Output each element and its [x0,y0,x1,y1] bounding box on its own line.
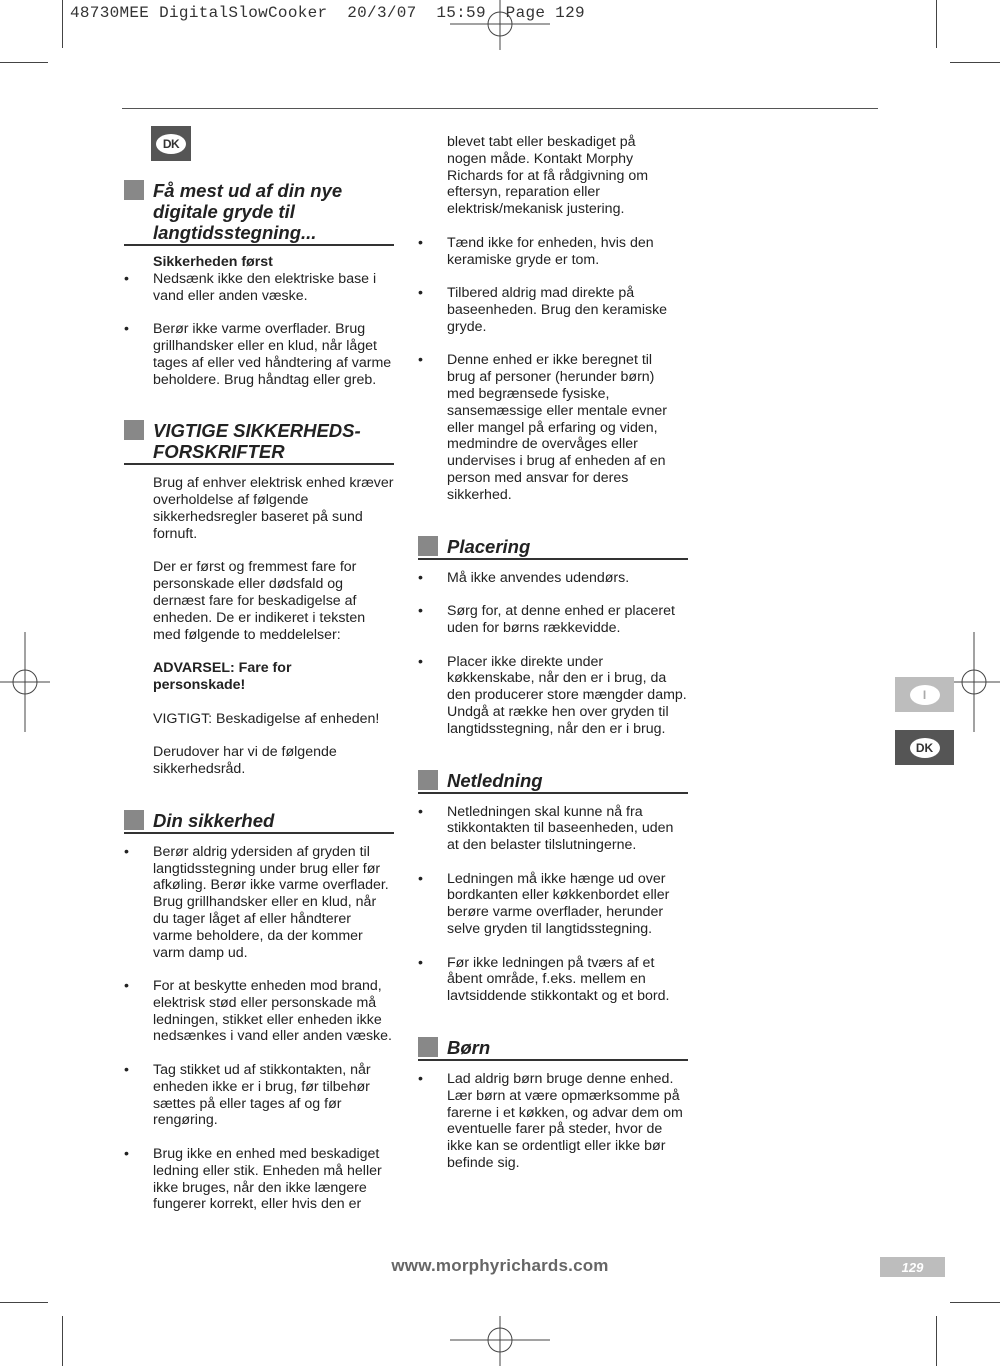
list-item: • For at beskytte enheden mod brand, elektrisk stød eller personskade må ledningen, stikket eller enheden ikke nedsænkes i vand eller anden væske. [124,978,392,1045]
important-paragraph: Der er først og fremmest fare for personskade eller dødsfald og dernæst fare for beskadigelse af enheden. De er indikeret i teksten med følgende to meddelelser: [153,559,366,643]
registration-mark-left [0,632,50,732]
list-item: • Tag stikket ud af stikkontakten, når enheden ikke er i brug, før tilbehør sættes på eller tages af og før rengøring. [124,1062,371,1129]
additional-advice: Derudover har vi de følgende sikkerhedsråd. [153,744,337,777]
bullet-dot: • [124,1146,129,1163]
crop-mark [62,0,63,48]
crop-mark [936,1316,937,1366]
print-header: 48730MEE DigitalSlowCooker 20/3/07 15:59 Page 129 [70,4,585,22]
top-rule [122,108,878,109]
registration-mark-right [950,632,1000,732]
bullet-dot: • [418,954,423,971]
list-item: • Før ikke ledningen på tværs af et åbent område, f.eks. mellem en lavtsiddende stikkontakt og et bord. [418,954,670,1005]
bullet-dot: • [124,978,129,995]
heading-square [418,770,438,790]
bullet-dot: • [418,352,423,369]
side-tab-label: I [910,685,940,705]
list-item: • Placer ikke direkte under køkkenskabe, når den er i brug, da den producerer store mængder damp. Undgå at række hen over gryden til langtidsstegning, når den er i brug. [418,653,687,737]
important-heading: VIGTIGE SIKKERHEDS-FORSKRIFTER [124,420,394,465]
bullet-dot: • [124,1062,129,1079]
crop-mark [936,0,937,48]
heading-square [124,810,144,830]
language-badge [151,126,191,161]
side-tab-label: DK [910,738,940,758]
side-tab-dk[interactable] [895,730,954,765]
cord-heading: Netledning [418,770,688,794]
side-tab-i[interactable] [895,677,954,712]
safety-first-label: Sikkerheden først [153,254,273,270]
list-item: • Netledningen skal kunne nå fra stikkontakten til baseenheden, uden at den belaster tilslutningerne. [418,803,674,854]
registration-mark-top [450,0,550,50]
list-item: • Denne enhed er ikke beregnet til brug af personer (herunder børn) med begrænsede fysiske, sansemæssige eller mentale evner eller mangel på erfaring og viden, medmindre de overvåges eller undervises i brug af enheden af en person med ansvar for deres sikkerhed. [418,352,668,503]
bullet-dot: • [418,803,423,820]
list-item: • Må ikke anvendes udendørs. [418,569,630,586]
list-item: • Lad aldrig børn bruge denne enhed. Lær børn at være opmærksomme på farerne i et køkken, og advar dem om eventuelle farer på steder, hvor de ikke kan se ordentligt eller ikke bør befinde sig. [418,1071,683,1172]
intro-heading-line: langtidsstegning... [153,222,317,243]
page-number: 129 [880,1257,945,1277]
bullet-dot: • [418,870,423,887]
crop-mark [62,1316,63,1366]
list-item: • Berør ikke varme overflader. Brug grillhandsker eller en klud, når låget tages af eller ved håndtering af varme beholdere. Brug håndtag eller greb. [124,321,392,388]
crop-mark [0,62,48,63]
crop-mark [950,62,1000,63]
list-item: • Brug ikke en enhed med beskadiget ledning eller stik. Enheden må heller ikke bruges, når den ikke længere fungerer korrekt, eller hvis den er [124,1146,382,1213]
list-item: • Tilbered aldrig mad direkte på baseenheden. Brug den keramiske gryde. [418,285,668,335]
intro-heading-line: digitale gryde til [153,201,295,222]
continued-text: blevet tabt eller beskadiget på nogen måde. Kontakt Morphy Richards for at få rådgivning om eftersyn, reparation eller elektrisk/mekanisk justering. [447,134,649,218]
bullet-dot: • [418,234,423,251]
important-paragraph: Brug af enhver elektrisk enhed kræver overholdelse af følgende sikkerhedsregler baseret på sund fornuft. [153,475,394,542]
intro-heading [124,180,394,246]
list-item: • Sørg for, at denne enhed er placeret uden for børns rækkevidde. [418,603,675,636]
crop-mark [0,1302,48,1303]
heading-square [418,536,438,556]
list-item: • Ledningen må ikke hænge ud over bordkanten eller køkkenbordet eller berøre varme overflader, herunder selve gryden til langtidsstegning. [418,870,670,938]
bullet-dot: • [418,603,423,620]
list-item: • Berør aldrig ydersiden af gryden til langtidsstegning under brug eller før afkøling. Berør ikke varme overflader. Brug grillhandsker eller en klud, når du tager låget af eller håndterer varme beholdere, da der kommer varm damp ud. [124,843,389,961]
crop-mark [950,1302,1000,1303]
left-column [124,180,394,1230]
bullet-dot: • [418,285,423,302]
warning-text: ADVARSEL: Fare for personskade! [153,660,292,693]
bullet-dot: • [418,569,423,586]
your-safety-heading: Din sikkerhed [124,810,394,834]
bullet-dot: • [418,653,423,670]
placement-heading: Placering [418,536,688,560]
bullet-dot: • [124,270,129,287]
bullet-dot: • [418,1071,423,1088]
bullet-dot: • [124,321,129,338]
heading-square [124,180,144,200]
bullet-dot: • [124,843,129,860]
list-item: • Nedsænk ikke den elektriske base i vand eller anden væske. [124,270,377,304]
important-note: VIGTIGT: Beskadigelse af enheden! [153,710,380,727]
intro-heading-line: Få mest ud af din nye [153,180,343,201]
registration-mark-bottom [450,1316,550,1366]
footer-url[interactable]: www.morphyrichards.com [391,1256,609,1275]
list-item: • Tænd ikke for enheden, hvis den keramiske gryde er tom. [418,234,654,268]
heading-square [124,420,144,440]
children-heading: Børn [418,1037,688,1061]
right-column [418,134,688,1189]
heading-square [418,1037,438,1057]
language-badge-label: DK [156,134,186,154]
